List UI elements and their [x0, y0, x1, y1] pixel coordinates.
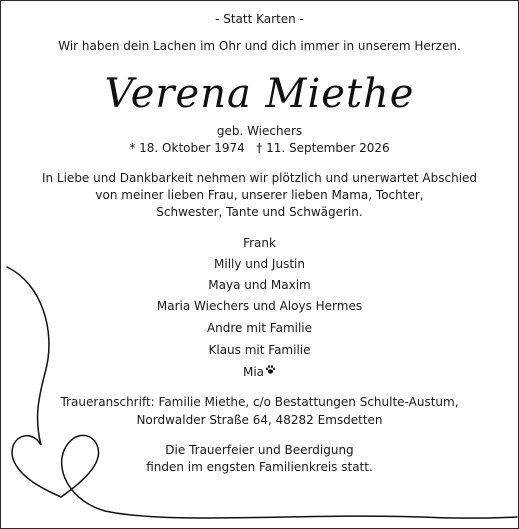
- birth-name: geb. Wiechers: [216, 124, 303, 138]
- mourner-item-mia: [1, 364, 518, 380]
- message-line-3: Schwester, Tante und Schwägerin.: [156, 205, 363, 219]
- life-dates: [1, 141, 518, 156]
- deceased-name: Verena Miethe: [104, 71, 415, 117]
- mourner-item: Maria Wiechers und Aloys Hermes: [156, 299, 363, 313]
- header-text: - Statt Karten -: [215, 12, 304, 26]
- message-line-2: von meiner lieben Frau, unserer lieben Mama, Tochter,: [95, 188, 424, 202]
- address-line-1: Traueranschrift: Familie Miethe, c/o Bestattungen Schulte-Austum,: [60, 395, 459, 409]
- message-line-1: In Liebe und Dankbarkeit nehmen wir plötzlich und unerwartet Abschied: [41, 171, 478, 185]
- death-date: † 11. September 2026: [256, 141, 390, 155]
- mourner-item: Milly und Justin: [214, 257, 305, 271]
- mourner-item: Klaus mit Familie: [208, 343, 311, 357]
- mourner-item: Mia: [242, 365, 265, 379]
- funeral-line-2: finden im engsten Familienkreis statt.: [146, 460, 373, 474]
- mourner-item: Andre mit Familie: [206, 321, 313, 335]
- mourner-item: Frank: [243, 236, 276, 250]
- mourner-item: Maya und Maxim: [208, 278, 311, 292]
- birth-date: * 18. Oktober 1974: [129, 141, 245, 155]
- address-line-2: Nordwalder Straße 64, 48282 Emsdetten: [136, 413, 383, 427]
- motto-text: Wir haben dein Lachen im Ohr und dich immer in unserem Herzen.: [58, 39, 461, 53]
- funeral-line-1: Die Trauerfeier und Beerdigung: [165, 443, 354, 457]
- paw-print-icon: [265, 364, 276, 375]
